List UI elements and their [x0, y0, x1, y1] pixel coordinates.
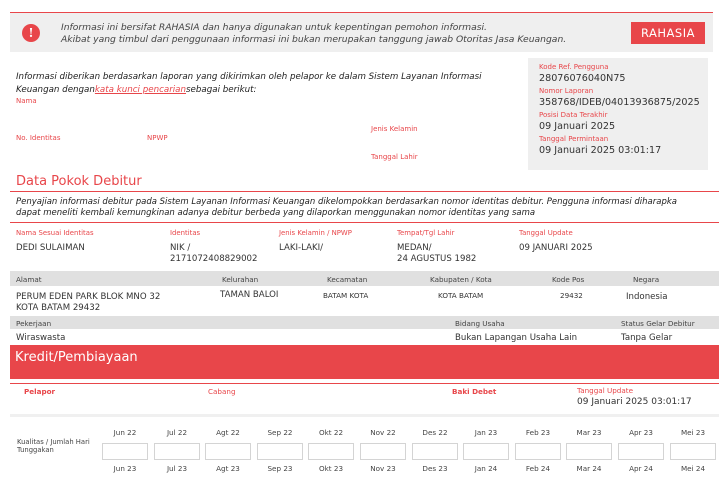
payment-status-cell	[566, 443, 612, 460]
debitur-section-title: Data Pokok Debitur	[16, 174, 142, 189]
payment-status-cell	[515, 443, 561, 460]
debitur-description	[16, 197, 716, 218]
payment-status-cell	[102, 443, 148, 460]
jenis-kelamin-label: Jenis Kelamin	[371, 125, 418, 133]
alamat-line-2: KOTA BATAM 29432	[16, 303, 101, 313]
month-label-top: Nov 22	[370, 428, 396, 437]
reference-panel	[528, 58, 708, 170]
kabupaten-value: KOTA BATAM	[438, 291, 484, 300]
notice-line-1: Informasi ini bersifat RAHASIA dan hanya digunakan untuk kepentingan pemohon informasi.	[61, 22, 487, 33]
kecamatan-value: BATAM KOTA	[323, 291, 369, 300]
alamat-line-1: PERUM EDEN PARK BLOK MNO 32	[16, 292, 161, 302]
notice-line-2: Akibat yang timbul dari penggunaan informasi ini bukan merupakan tanggung jawab Otoritas Jasa Keuangan.	[61, 34, 567, 45]
cabang-header: Cabang	[208, 387, 236, 396]
month-label-bottom: Sep 23	[267, 464, 293, 473]
identitas-number: 2171072408829002	[170, 254, 258, 264]
posisi-data-value: 09 Januari 2025	[539, 121, 616, 132]
nomor-laporan-value: 358768/IDEB/04013936875/2025	[539, 97, 700, 108]
nama-value: DEDI SULAIMAN	[16, 243, 85, 253]
payment-status-cell	[205, 443, 251, 460]
month-label-bottom: Agt 23	[216, 464, 240, 473]
tanggal-permintaan-value: 09 Januari 2025 03:01:17	[539, 145, 662, 156]
month-label-bottom: Feb 24	[525, 464, 551, 473]
month-label-top: Jul 22	[166, 428, 188, 437]
payment-status-cell	[257, 443, 303, 460]
nomor-laporan-label: Nomor Laporan	[539, 87, 594, 95]
negara-value: Indonesia	[626, 292, 668, 302]
notice-message	[61, 22, 566, 46]
debitur-description-line-2: dapat meneliti kembali kemungkinan adanya debitur berbeda yang dilaporkan menggunakan nomor identitas yang sama	[16, 207, 536, 218]
pekerjaan-header: Pekerjaan	[16, 319, 52, 328]
month-label-bottom: Nov 23	[370, 464, 396, 473]
month-label-top: Mar 23	[576, 428, 602, 437]
kualitas-label-line-1: Kualitas / Jumlah Hari	[17, 438, 90, 446]
month-label-bottom: Des 23	[422, 464, 448, 473]
tempat-lahir-value: MEDAN/	[397, 243, 432, 253]
kelurahan-value: TAMAN BALOI	[220, 290, 279, 300]
work-header-band	[10, 316, 719, 329]
search-keyword-link[interactable]: kata kunci pencarian	[94, 85, 187, 95]
kabupaten-header: Kabupaten / Kota	[430, 275, 492, 284]
nama-label: Nama	[16, 97, 37, 105]
kredit-tanggal-update-value: 09 Januari 2025 03:01:17	[577, 397, 692, 407]
identitas-header: Identitas	[170, 229, 201, 237]
payment-status-cell	[618, 443, 664, 460]
bidang-usaha-header: Bidang Usaha	[455, 319, 505, 328]
exclamation-icon: !	[22, 24, 40, 42]
confidential-notice	[10, 12, 713, 52]
payment-status-cell	[412, 443, 458, 460]
table-top-divider	[10, 222, 719, 223]
month-label-bottom: Jan 24	[474, 464, 498, 473]
payment-status-cell	[360, 443, 406, 460]
month-label-bottom: Jun 23	[113, 464, 137, 473]
payment-status-cell	[463, 443, 509, 460]
tanggal-lahir-label: Tanggal Lahir	[371, 153, 418, 161]
jenis-kelamin-header: Jenis Kelamin / NPWP	[279, 229, 352, 237]
kecamatan-header: Kecamatan	[327, 275, 368, 284]
identitas-label: No. Identitas	[16, 134, 61, 142]
kredit-divider	[10, 383, 719, 384]
month-label-bottom: Mei 24	[680, 464, 706, 473]
section-divider	[10, 191, 719, 192]
identitas-type: NIK /	[170, 243, 191, 253]
status-gelar-value: Tanpa Gelar	[621, 333, 673, 343]
confidential-badge: RAHASIA	[631, 22, 705, 44]
month-label-top: Agt 22	[216, 428, 240, 437]
kode-ref-label: Kode Ref. Pengguna	[539, 63, 609, 71]
alamat-header: Alamat	[16, 275, 42, 284]
baki-debet-header: Baki Debet	[452, 387, 497, 396]
tanggal-permintaan-label: Tanggal Permintaan	[539, 135, 609, 143]
search-info	[16, 69, 516, 99]
pelapor-header: Pelapor	[24, 387, 56, 396]
kode-pos-value: 29432	[560, 291, 583, 300]
payment-status-cell	[670, 443, 716, 460]
month-label-bottom: Okt 23	[318, 464, 344, 473]
month-label-top: Okt 22	[318, 428, 344, 437]
debitur-description-line-1: Penyajian informasi debitur pada Sistem Layanan Informasi Keuangan dikelompokkan berdasarkan nomor identitas debitur. Pengguna informasi diharapka	[16, 197, 677, 207]
tanggal-update-value: 09 JANUARI 2025	[519, 243, 593, 253]
month-label-top: Jan 23	[474, 428, 498, 437]
info-text-1: Informasi diberikan berdasarkan laporan yang dikirimkan oleh pelapor ke dalam Sistem Layanan Informasi	[16, 72, 482, 82]
status-gelar-header: Status Gelar Debitur	[621, 319, 695, 328]
tanggal-update-header: Tanggal Update	[577, 386, 633, 395]
pekerjaan-value: Wiraswasta	[16, 333, 66, 343]
jenis-kelamin-value: LAKI-LAKI/	[279, 243, 324, 253]
month-label-top: Feb 23	[525, 428, 551, 437]
month-label-top: Jun 22	[113, 428, 137, 437]
month-label-top: Des 22	[422, 428, 448, 437]
negara-header: Negara	[633, 275, 660, 284]
posisi-data-label: Posisi Data Terakhir	[539, 111, 608, 119]
month-label-bottom: Apr 24	[629, 464, 653, 473]
bidang-usaha-value: Bukan Lapangan Usaha Lain	[455, 333, 578, 343]
month-label-bottom: Jul 23	[166, 464, 188, 473]
nama-header: Nama Sesuai Identitas	[16, 229, 94, 237]
payment-status-cell	[154, 443, 200, 460]
kode-ref-value: 28076076040N75	[539, 73, 626, 84]
kelurahan-header: Kelurahan	[222, 275, 259, 284]
info-text-prefix: Keuangan dengan	[16, 85, 95, 95]
update-header: Tanggal Update	[519, 229, 573, 237]
kredit-section-header: Kredit/Pembiayaan	[10, 345, 719, 379]
kualitas-label	[17, 438, 90, 454]
npwp-label: NPWP	[147, 134, 168, 142]
month-label-top: Mei 23	[680, 428, 706, 437]
kode-pos-header: Kode Pos	[552, 275, 585, 284]
month-label-top: Sep 22	[267, 428, 293, 437]
payment-status-cell	[308, 443, 354, 460]
month-label-top: Apr 23	[629, 428, 653, 437]
kualitas-label-line-2: Tunggakan	[17, 446, 54, 454]
tanggal-lahir-value: 24 AGUSTUS 1982	[397, 254, 477, 264]
ttl-header: Tempat/Tgl Lahir	[397, 229, 455, 237]
month-label-bottom: Mar 24	[576, 464, 602, 473]
info-text-suffix: sebagai berikut:	[186, 85, 257, 95]
kredit-row-separator	[10, 414, 719, 417]
